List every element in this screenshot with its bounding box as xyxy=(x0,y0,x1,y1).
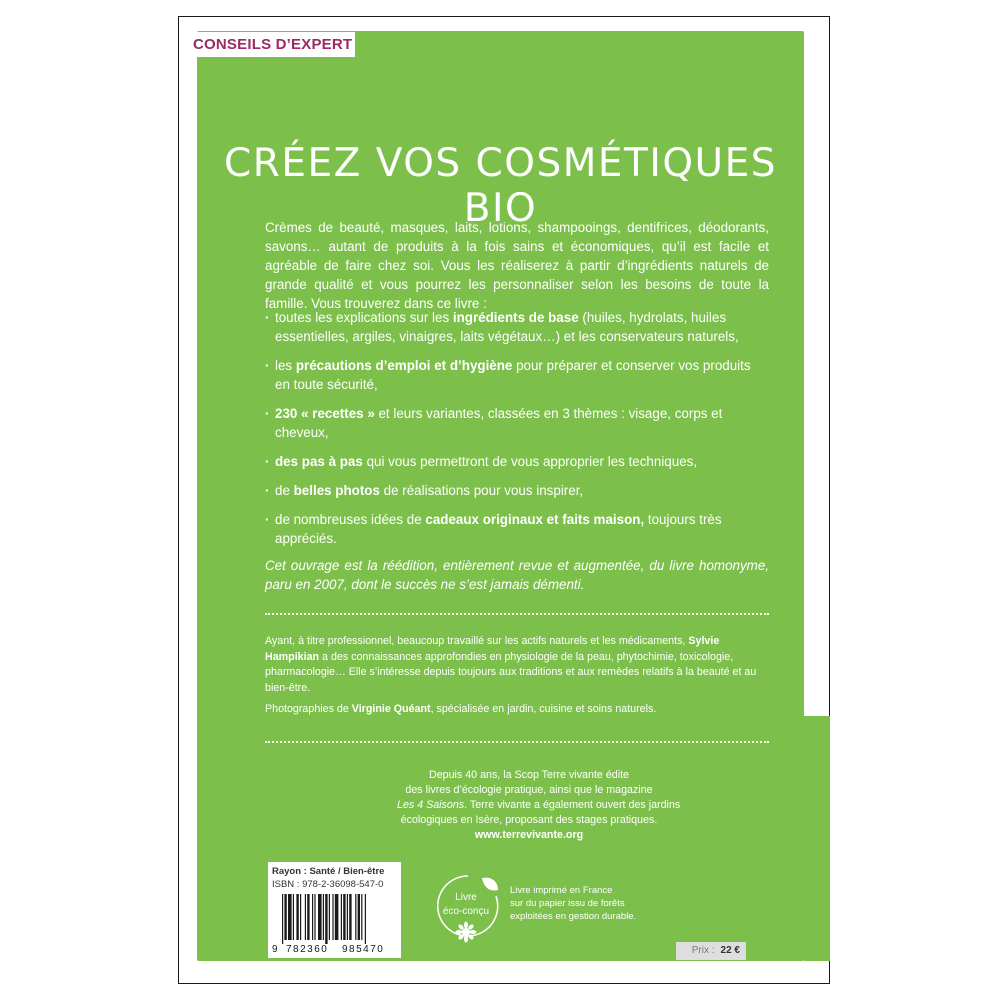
eco-info: Livre imprimé en France sur du papier issu de forêts exploitées en gestion durable. xyxy=(510,885,637,922)
photographer-name: Virginie Quéant xyxy=(351,703,431,715)
contents-list xyxy=(265,308,769,558)
list-item: · toutes les explications sur les ingrédients de base (huiles, hydrolats, huiles essentielles, argiles, vinaigres, laits végétaux…) et les conservateurs naturels, xyxy=(265,308,769,346)
photo-credit: Photographies de Virginie Quéant, spécialisée en jardin, cuisine et soins naturels. xyxy=(265,703,657,715)
book-title: CRÉEZ VOS COSMÉTIQUES BIO xyxy=(223,141,777,232)
edition-note: Cet ouvrage est la réédition, entièrement revue et augmentée, du livre homonyme, paru en 2007, dont le succès ne s’est jamais démenti. xyxy=(265,558,769,592)
barcode xyxy=(272,894,398,954)
eco-logo-line1: Livre xyxy=(455,892,477,903)
price-value: 22 € xyxy=(720,945,740,956)
price-tag xyxy=(676,942,746,960)
list-item: · de nombreuses idées de cadeaux originaux et faits maison, toujours très appréciés. xyxy=(265,510,769,548)
dotted-divider xyxy=(265,741,769,743)
eco-design-logo xyxy=(432,870,504,952)
eco-logo-line2: éco-conçu xyxy=(442,906,490,917)
author-bio: Ayant, à titre professionnel, beaucoup travaillé sur les actifs naturels et les médicaments, Sylvie Hampikian a des connaissances approfondies en physiologie de la peau, phytochimie, toxicologie, pharmacologie… Elle s’intéresse depuis toujours aux traditions et aux remèdes relatifs à la beauté et au bien-être. xyxy=(265,635,757,694)
author-name: Sylvie Hampikian xyxy=(265,635,720,663)
dotted-divider xyxy=(265,613,769,615)
barcode-box xyxy=(268,862,401,958)
publisher-url: www.terrevivante.org xyxy=(474,829,584,841)
list-item: · 230 « recettes » et leurs variantes, classées en 3 thèmes : visage, corps et cheveux, xyxy=(265,404,769,442)
intro-paragraph: Crèmes de beauté, masques, laits, lotions, shampooings, dentifrices, déodorants, savons… autant de produits à la fois sains et économiques, qu’il est facile et agréable de faire chez soi. Vous les réaliserez à partir d’ingrédients naturels de grande qualité et vous pourrez les personnaliser selon les besoins de toute la famille. Vous trouverez dans ce livre : xyxy=(265,220,769,311)
list-item: · de belles photos de réalisations pour vous inspirer, xyxy=(265,481,769,500)
shelf-category: Rayon : Santé / Bien-être xyxy=(272,866,385,877)
barcode-digit-first: 9 xyxy=(272,944,278,954)
list-item: · les précautions d’emploi et d’hygiène pour préparer et conserver vos produits en toute sécurité, xyxy=(265,356,769,394)
price-label: Prix : xyxy=(691,945,715,956)
isbn: ISBN : 978-2-36098-547-0 xyxy=(272,878,384,890)
publisher-info: Depuis 40 ans, la Scop Terre vivante édite des livres d’écologie pratique, ainsi que le magazine Les 4 Saisons. Terre vivante a également ouvert des jardins écologiques en Isère, proposant des stages pratiques. www.terrevivante.org xyxy=(397,769,681,841)
barcode-digits-right: 985470 xyxy=(342,944,385,954)
series-label: CONSEILS D’EXPERT xyxy=(183,32,355,57)
cover-edge xyxy=(804,716,830,961)
barcode-digits-left: 782360 xyxy=(286,944,329,954)
list-item: · des pas à pas qui vous permettront de vous approprier les techniques, xyxy=(265,452,769,471)
sunflower-icon xyxy=(456,922,477,943)
